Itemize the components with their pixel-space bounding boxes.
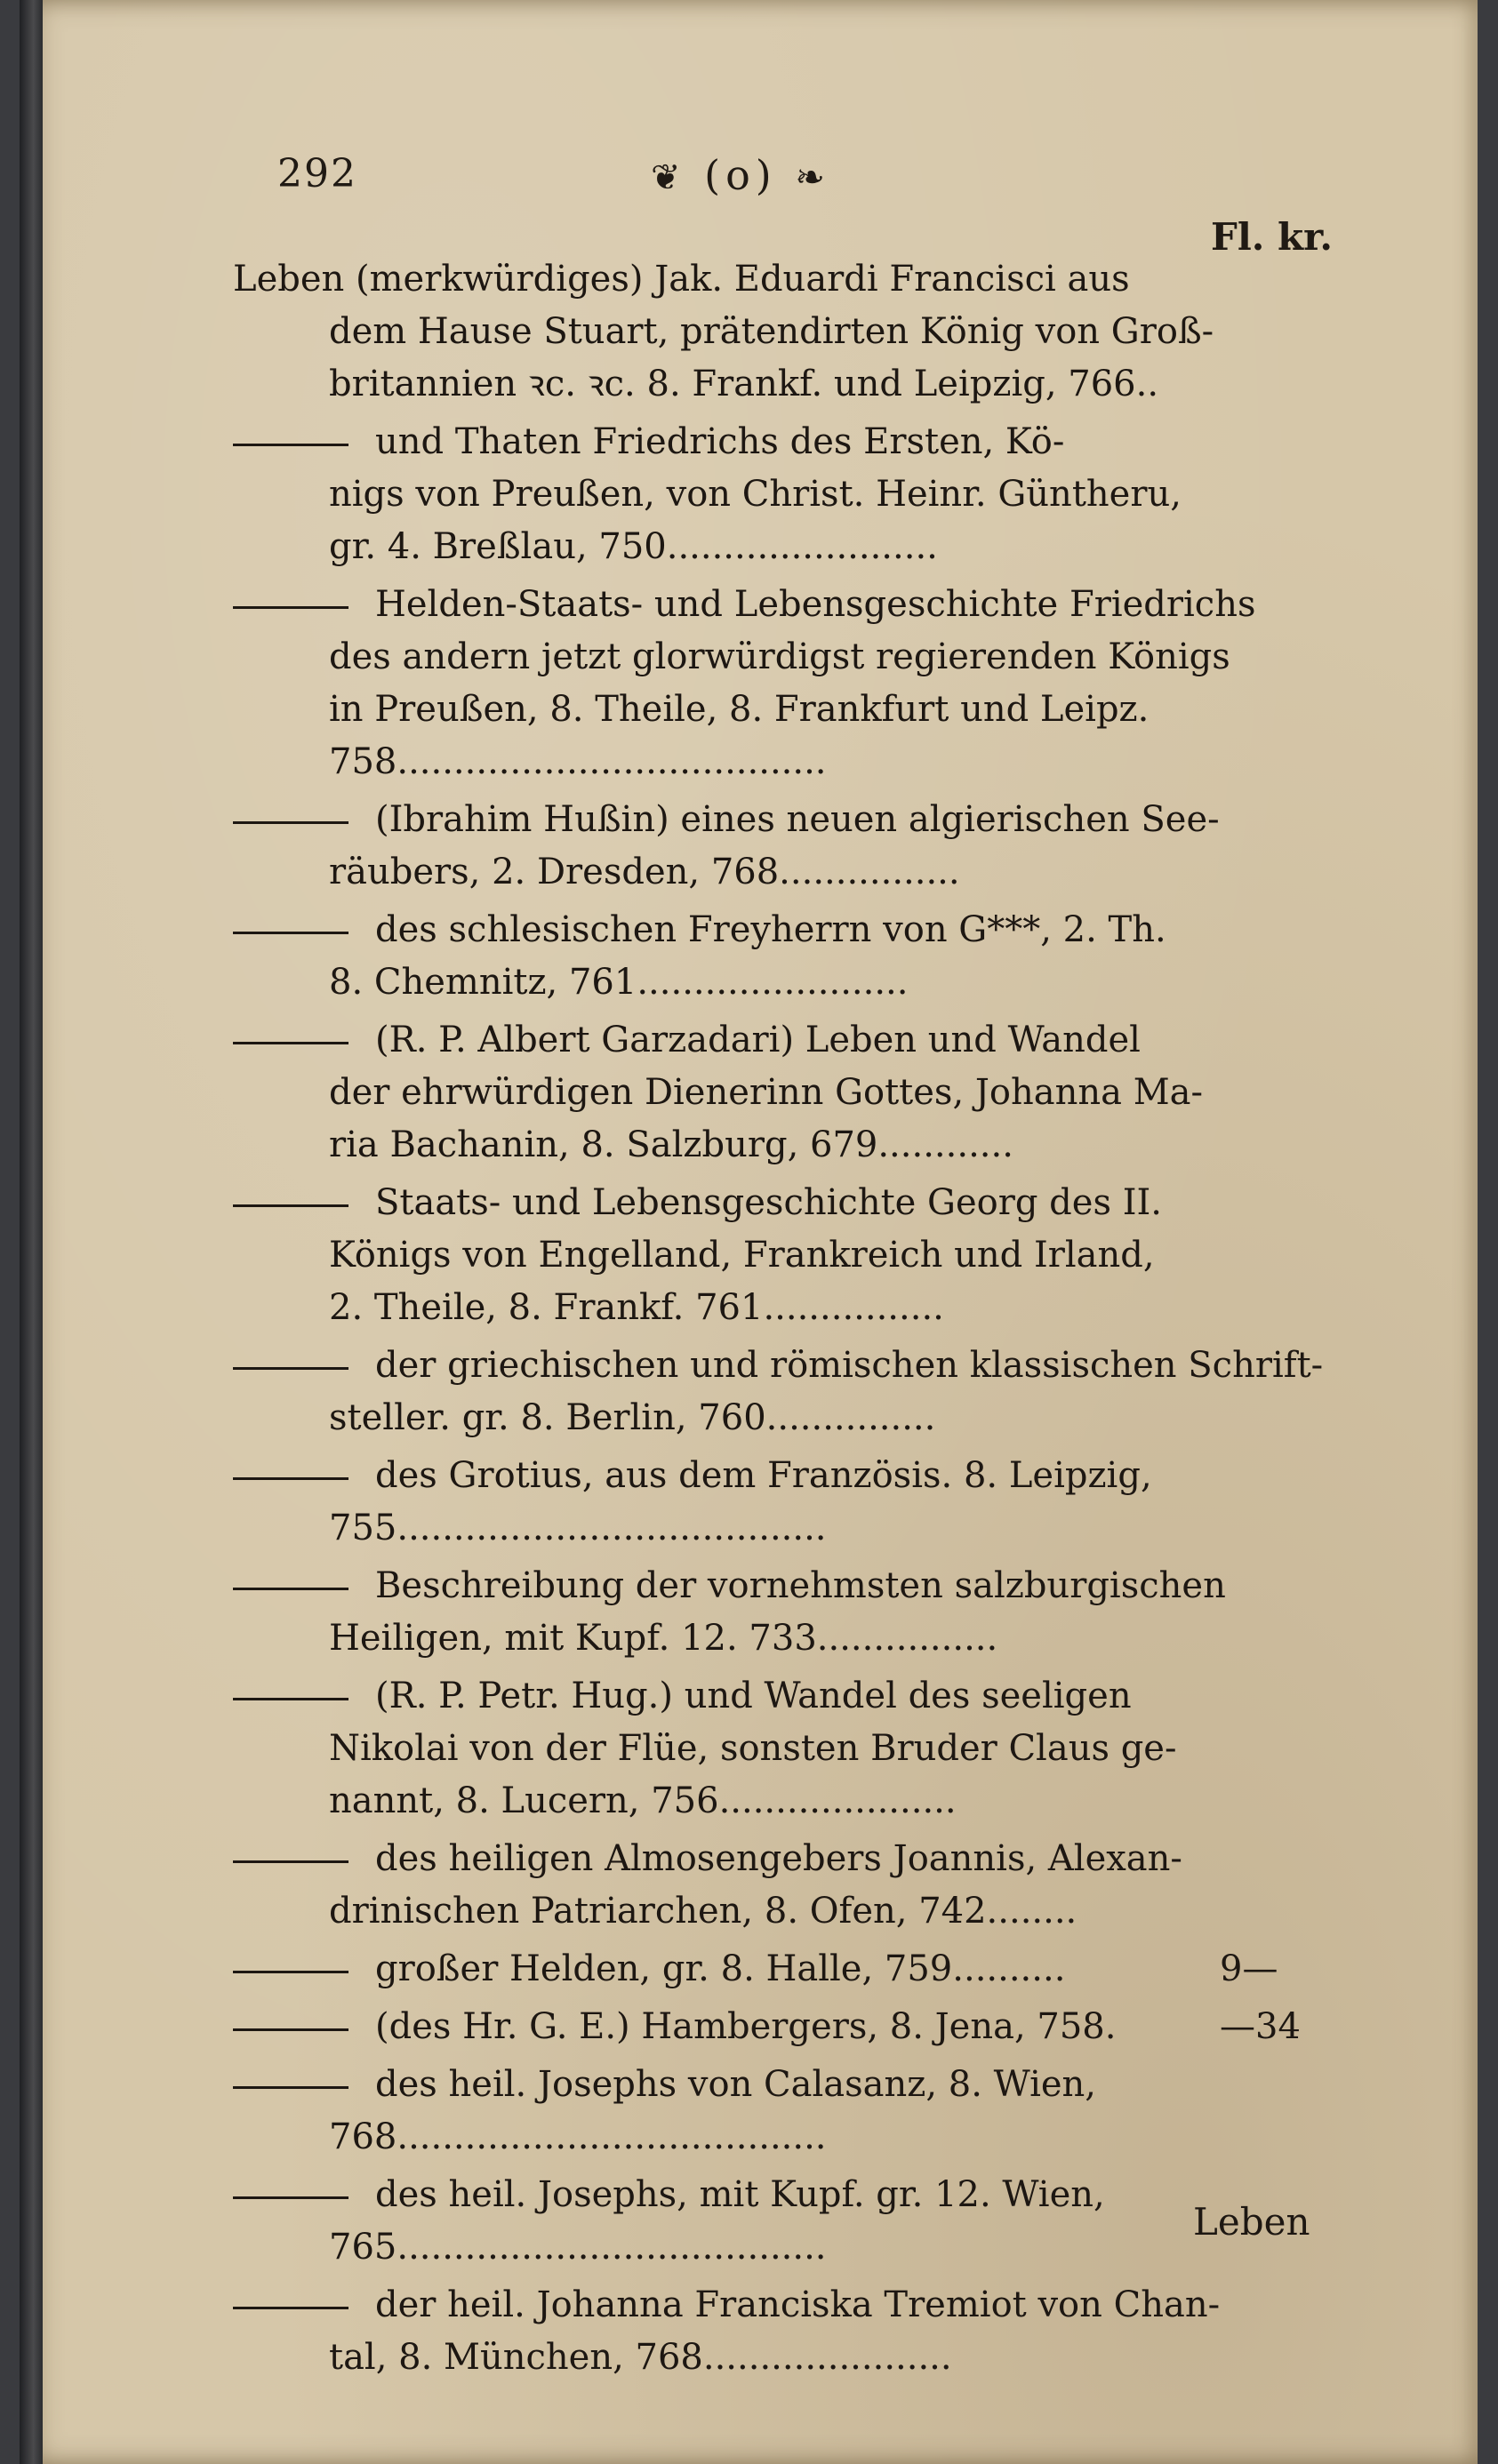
ditto-dash [233, 932, 348, 934]
entry-continuation-line: Nikolai von der Flüe, sonsten Bruder Claus ge- [329, 1728, 1177, 1769]
entry-continuation-line: 768...................................... [329, 2116, 827, 2157]
page-number: 292 [277, 151, 357, 196]
entry-line [233, 1670, 1353, 1723]
catchword: Leben [1193, 2200, 1310, 2244]
entry-line [233, 1177, 1353, 1229]
entry-lead-text: (des Hr. G. E.) Hambergers, 8. Jena, 758. [375, 2006, 1117, 2047]
catalog-entry [233, 2169, 1353, 2274]
catalog-entry [233, 1943, 1353, 1996]
catalog-entry [233, 1014, 1353, 1172]
catalog-entry [233, 794, 1353, 899]
ditto-dash [233, 1860, 348, 1863]
entry-lead-text: (R. P. Petr. Hug.) und Wandel des seeligen [375, 1676, 1132, 1716]
entry-continuation-line: nigs von Preußen, von Christ. Heinr. Güntheru, [329, 474, 1182, 515]
entry-continuation-line: Königs von Engelland, Frankreich und Irland, [329, 1235, 1155, 1276]
entry-continuation-line: gr. 4. Breßlau, 750........................ [329, 526, 938, 567]
currency-column-head: Fl. kr. [1211, 215, 1334, 259]
entry-continuation-line: 765...................................... [329, 2227, 827, 2268]
entry-lead-text: der heil. Johanna Franciska Tremiot von Chan- [375, 2284, 1221, 2325]
catalog-entry [233, 2279, 1353, 2384]
catalog-entry [233, 416, 1353, 573]
entry-continuation-line: 8. Chemnitz, 761........................ [329, 962, 909, 1003]
catalog-entry [233, 2001, 1353, 2053]
entry-continuation-line: drinischen Patriarchen, 8. Ofen, 742........ [329, 1891, 1077, 1932]
running-title-text: (o) [704, 151, 777, 199]
entry-lead-text: Leben (merkwürdiges) Jak. Eduardi Francisci aus [233, 259, 1130, 300]
entry-continuation-line: 758...................................... [329, 741, 827, 782]
entry-lead-text: und Thaten Friedrichs des Ersten, Kö- [375, 421, 1065, 462]
entry-line [233, 1943, 1353, 1996]
entry-line [233, 253, 1353, 306]
entry-continuation-line: 755...................................... [329, 1508, 827, 1548]
entry-price: —34 [1220, 2006, 1301, 2047]
running-title [651, 151, 830, 199]
catalog-entries [233, 253, 1353, 2389]
entry-line [233, 904, 1353, 956]
ditto-dash [233, 2307, 348, 2309]
entry-continuation-line: 2. Theile, 8. Frankf. 761................ [329, 1287, 944, 1328]
entry-continuation-line: Heiligen, mit Kupf. 12. 733................ [329, 1618, 998, 1659]
ditto-dash [233, 444, 348, 446]
entry-line [233, 1833, 1353, 1885]
entry-line [233, 1014, 1353, 1067]
entry-continuation-line: nannt, 8. Lucern, 756..................... [329, 1780, 957, 1821]
ditto-dash [233, 1588, 348, 1590]
ditto-dash [233, 1042, 348, 1044]
ornament-right-icon: ❧ [795, 157, 830, 198]
ditto-dash [233, 1477, 348, 1480]
entry-line [233, 2001, 1353, 2053]
entry-lead-text: des heiligen Almosengebers Joannis, Alexan- [375, 1838, 1182, 1879]
page-header [277, 151, 1398, 222]
catalog-entry [233, 1177, 1353, 1334]
entry-continuation-line: britannien ꝛc. ꝛc. 8. Frankf. und Leipzig, 766.. [329, 364, 1159, 404]
ditto-dash [233, 2196, 348, 2199]
entry-line [233, 2169, 1353, 2221]
entry-lead-text: des heil. Josephs, mit Kupf. gr. 12. Wien, [375, 2174, 1105, 2215]
ornament-left-icon: ❦ [651, 157, 686, 198]
entry-line [233, 794, 1353, 846]
catalog-entry [233, 1450, 1353, 1555]
entry-lead-text: großer Helden, gr. 8. Halle, 759.......... [375, 1948, 1066, 1989]
entry-continuation-line: des andern jetzt glorwürdigst regierenden Königs [329, 636, 1230, 677]
entry-continuation-line: der ehrwürdigen Dienerinn Gottes, Johanna Ma- [329, 1072, 1204, 1113]
catalog-entry [233, 1833, 1353, 1938]
ditto-dash [233, 1971, 348, 1973]
entry-continuation-line: in Preußen, 8. Theile, 8. Frankfurt und Leipz. [329, 689, 1150, 730]
entry-lead-text: Beschreibung der vornehmsten salzburgischen [375, 1565, 1226, 1606]
entry-continuation-line: steller. gr. 8. Berlin, 760............... [329, 1397, 936, 1438]
catalog-entry [233, 1670, 1353, 1828]
entry-continuation-line: räubers, 2. Dresden, 768................ [329, 852, 960, 892]
ditto-dash [233, 1698, 348, 1700]
ditto-dash [233, 1367, 348, 1370]
entry-continuation-line: tal, 8. München, 768...................... [329, 2337, 952, 2378]
entry-lead-text: des Grotius, aus dem Französis. 8. Leipzig, [375, 1455, 1152, 1496]
catalog-entry [233, 904, 1353, 1009]
entry-lead-text: Helden-Staats- und Lebensgeschichte Friedrichs [375, 584, 1256, 625]
entry-lead-text: der griechischen und römischen klassischen Schrift- [375, 1345, 1324, 1386]
book-binding [20, 0, 43, 2464]
entry-continuation-line: ria Bachanin, 8. Salzburg, 679............ [329, 1124, 1013, 1165]
entry-line [233, 1340, 1353, 1392]
catalog-entry [233, 579, 1353, 788]
ditto-dash [233, 606, 348, 609]
book-page [20, 0, 1478, 2464]
entry-lead-text: des heil. Josephs von Calasanz, 8. Wien, [375, 2064, 1097, 2105]
entry-continuation-line: dem Hause Stuart, prätendirten König von Groß- [329, 311, 1214, 352]
entry-lead-text: Staats- und Lebensgeschichte Georg des II. [375, 1182, 1163, 1223]
entry-lead-text: (Ibrahim Hußin) eines neuen algierischen See- [375, 799, 1220, 840]
entry-line [233, 2059, 1353, 2111]
entry-line [233, 1560, 1353, 1612]
ditto-dash [233, 821, 348, 824]
entry-line [233, 579, 1353, 631]
catalog-entry [233, 1560, 1353, 1665]
ditto-dash [233, 2086, 348, 2089]
entry-price: 9— [1220, 1948, 1278, 1989]
entry-line [233, 1450, 1353, 1502]
entry-line [233, 416, 1353, 468]
catalog-entry [233, 2059, 1353, 2164]
entry-lead-text: des schlesischen Freyherrn von G***, 2. Th. [375, 909, 1166, 950]
ditto-dash [233, 1204, 348, 1207]
entry-line [233, 2279, 1353, 2332]
entry-lead-text: (R. P. Albert Garzadari) Leben und Wandel [375, 1020, 1141, 1060]
catalog-entry [233, 1340, 1353, 1444]
catalog-entry [233, 253, 1353, 411]
ditto-dash [233, 2028, 348, 2031]
